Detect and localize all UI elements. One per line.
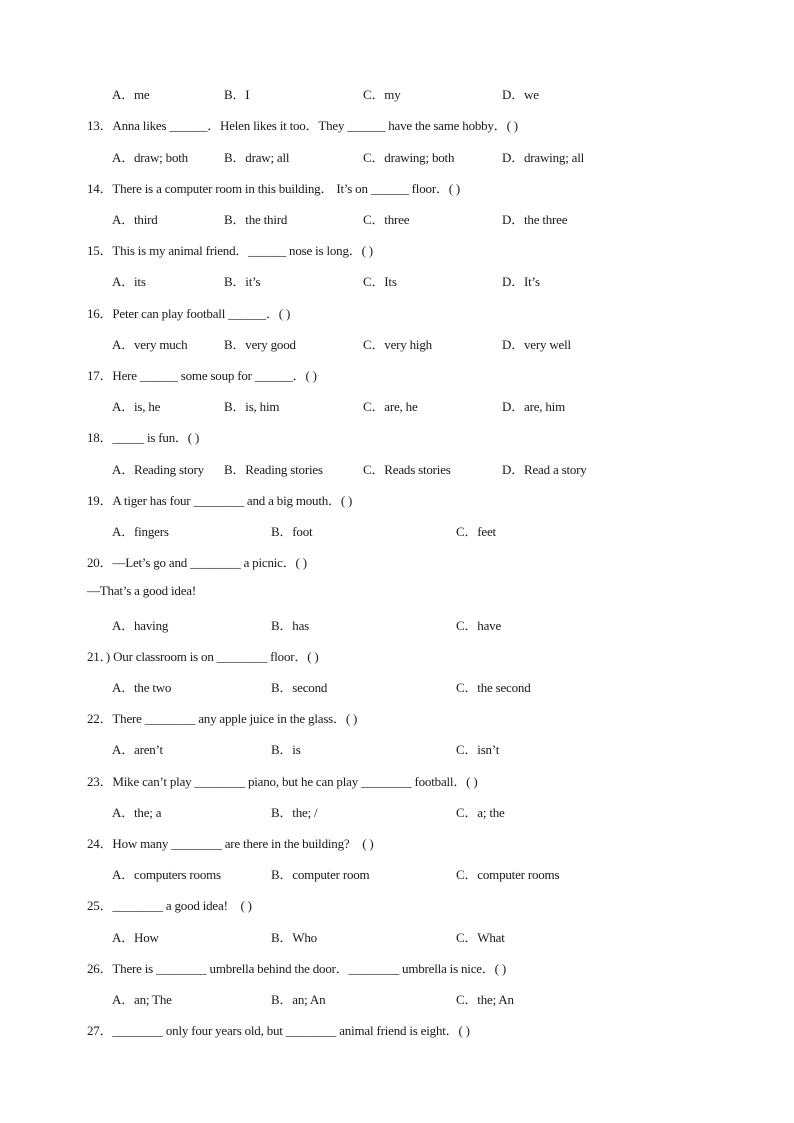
option-c: C．the second [456,680,531,695]
option-a: A．aren’t [112,742,163,757]
option-b: B．draw; all [224,150,290,165]
option-b: B．second [271,680,328,695]
option-b: B．very good [224,337,296,352]
question-15-stem: 15．This is my animal friend．______ nose is long．( ) [87,243,373,258]
question-25-stem: 25．________ a good idea! ( ) [87,898,252,913]
option-a: A．its [112,274,146,289]
option-b: B．has [271,618,310,633]
option-b: B．I [224,87,250,102]
question-16-stem: 16．Peter can play football ______．( ) [87,306,291,321]
option-b: B．Who [271,930,317,945]
option-c: C．three [363,212,410,227]
question-20-reply: —That’s a good idea! [87,583,196,598]
option-b: B．computer room [271,867,370,882]
option-d: D．very well [502,337,571,352]
option-c: C．very high [363,337,432,352]
option-c: C．my [363,87,401,102]
option-a: A．Reading story [112,462,204,477]
option-a: A．How [112,930,159,945]
question-27-stem: 27．________ only four years old, but ________ animal friend is eight．( ) [87,1023,470,1038]
option-d: D．we [502,87,539,102]
question-14-stem: 14．There is a computer room in this building． It’s on ______ floor．( ) [87,181,461,196]
question-20-stem: 20．—Let’s go and ________ a picnic．( ) [87,555,307,570]
option-a: A．an; The [112,992,172,1007]
option-a: A．third [112,212,158,227]
option-c: C．drawing; both [363,150,455,165]
option-c: C．isn’t [456,742,500,757]
option-c: C．are, he [363,399,418,414]
option-a: A．very much [112,337,188,352]
option-d: D．Read a story [502,462,587,477]
option-c: C．Reads stories [363,462,451,477]
question-17-stem: 17．Here ______ some soup for ______．( ) [87,368,317,383]
option-b: B．an; An [271,992,326,1007]
option-a: A．fingers [112,524,169,539]
option-d: D．the three [502,212,568,227]
question-26-stem: 26．There is ________ umbrella behind the door．________ umbrella is nice．( ) [87,961,506,976]
option-a: A．having [112,618,169,633]
option-c: C．have [456,618,502,633]
option-c: C．computer rooms [456,867,560,882]
option-b: B．the; / [271,805,318,820]
option-a: A．draw; both [112,150,188,165]
option-a: A．computers rooms [112,867,221,882]
option-b: B．Reading stories [224,462,323,477]
question-24-stem: 24．How many ________ are there in the building? ( ) [87,836,374,851]
option-a: A．me [112,87,150,102]
option-d: D．are, him [502,399,565,414]
option-b: B．the third [224,212,288,227]
option-d: D．drawing; all [502,150,585,165]
option-c: C．What [456,930,505,945]
question-22-stem: 22．There ________ any apple juice in the glass．( ) [87,711,358,726]
option-c: C．a; the [456,805,505,820]
option-d: D．It’s [502,274,540,289]
question-13-stem: 13．Anna likes ______．Helen likes it too．They ______ have the same hobby．( ) [87,118,518,133]
question-19-stem: 19．A tiger has four ________ and a big mouth．( ) [87,493,353,508]
option-b: B．is, him [224,399,280,414]
option-a: A．the two [112,680,172,695]
question-18-stem: 18．_____ is fun．( ) [87,430,200,445]
question-21-stem: 21．) Our classroom is on ________ floor．( ) [87,649,319,664]
option-c: C．Its [363,274,397,289]
option-a: A．the; a [112,805,162,820]
question-23-stem: 23．Mike can’t play ________ piano, but he can play ________ football．( ) [87,774,478,789]
option-a: A．is, he [112,399,161,414]
option-b: B．it’s [224,274,261,289]
option-b: B．is [271,742,301,757]
option-c: C．feet [456,524,496,539]
option-c: C．the; An [456,992,514,1007]
option-b: B．foot [271,524,313,539]
